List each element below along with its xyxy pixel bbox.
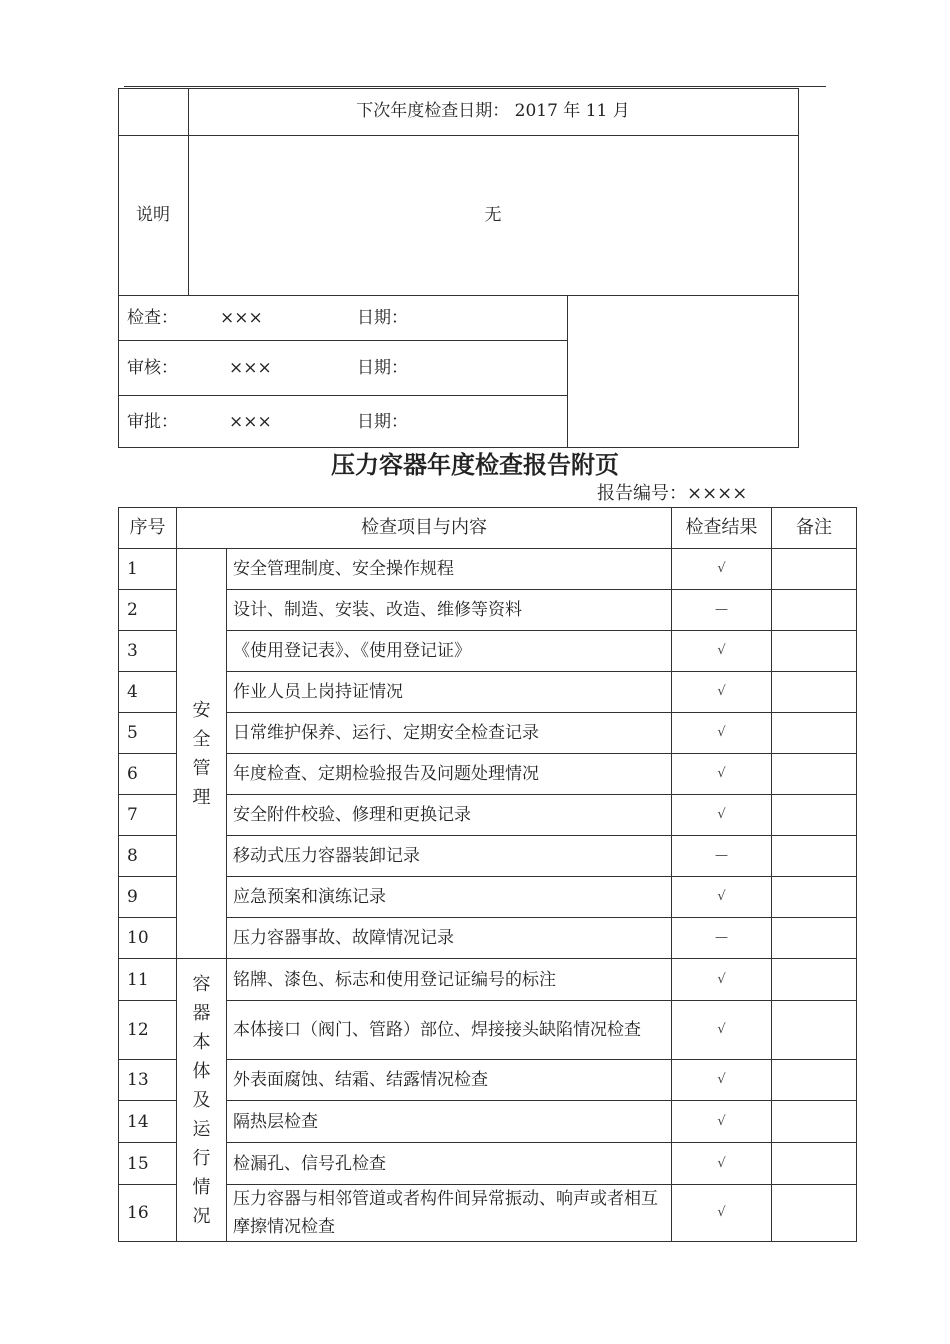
- row-item: 移动式压力容器装卸记录: [227, 836, 672, 877]
- row-item: 安全附件校验、修理和更换记录: [227, 795, 672, 836]
- signoff-name-review: ×××: [229, 358, 272, 378]
- table-header-row: [119, 508, 857, 549]
- row-remark: [772, 1185, 857, 1242]
- row-remark: [772, 631, 857, 672]
- table-row: [119, 918, 857, 959]
- row-no: 10: [119, 918, 177, 959]
- table-row: [119, 1143, 857, 1185]
- remarks-label: 说明: [136, 205, 170, 225]
- row-result: —: [672, 836, 772, 877]
- form-line: [118, 340, 568, 341]
- row-remark: [772, 1143, 857, 1185]
- row-result: √: [672, 754, 772, 795]
- form-line: [118, 395, 568, 396]
- table-row: [119, 1101, 857, 1143]
- inspection-table: [118, 507, 857, 1242]
- row-no: 14: [119, 1101, 177, 1143]
- row-result: √: [672, 795, 772, 836]
- next-check-value: 2017 年 11 月: [514, 101, 630, 121]
- table-row: [119, 672, 857, 713]
- row-result: √: [672, 549, 772, 590]
- row-item: 压力容器事故、故障情况记录: [227, 918, 672, 959]
- row-no: 15: [119, 1143, 177, 1185]
- row-remark: [772, 1101, 857, 1143]
- row-remark: [772, 1001, 857, 1060]
- row-item: 年度检查、定期检验报告及问题处理情况: [227, 754, 672, 795]
- category-label: 容器本体及运行情况: [192, 973, 211, 1227]
- appendix-title: 压力容器年度检查报告附页: [331, 451, 619, 479]
- row-result: √: [672, 1001, 772, 1060]
- header-remark: 备注: [772, 508, 857, 549]
- row-item: 《使用登记表》、《使用登记证》: [227, 631, 672, 672]
- row-remark: [772, 836, 857, 877]
- row-no: 11: [119, 959, 177, 1001]
- row-no: 7: [119, 795, 177, 836]
- signoff-role-check: 检查：: [127, 308, 178, 328]
- row-no: 5: [119, 713, 177, 754]
- row-remark: [772, 795, 857, 836]
- row-item: 压力容器与相邻管道或者构件间异常振动、响声或者相互摩擦情况检查: [227, 1185, 672, 1242]
- table-row: [119, 836, 857, 877]
- row-no: 13: [119, 1060, 177, 1101]
- row-remark: [772, 959, 857, 1001]
- row-result: √: [672, 1101, 772, 1143]
- row-item: 外表面腐蚀、结霜、结露情况检查: [227, 1060, 672, 1101]
- report-number: 报告编号：××××: [597, 483, 748, 504]
- table-row: [119, 631, 857, 672]
- row-item: 本体接口（阀门、管路）部位、焊接接头缺陷情况检查: [227, 1001, 672, 1060]
- row-item: 应急预案和演练记录: [227, 877, 672, 918]
- form-border-left: [118, 88, 119, 448]
- remarks-value: 无: [484, 205, 502, 225]
- row-result: √: [672, 1060, 772, 1101]
- row-remark: [772, 1060, 857, 1101]
- row-remark: [772, 918, 857, 959]
- row-remark: [772, 549, 857, 590]
- signoff-name-approve: ×××: [229, 412, 272, 432]
- table-row: [119, 1185, 857, 1242]
- top-rule: [124, 86, 826, 87]
- row-no: 8: [119, 836, 177, 877]
- row-no: 9: [119, 877, 177, 918]
- row-result: —: [672, 918, 772, 959]
- row-result: √: [672, 877, 772, 918]
- row-result: √: [672, 959, 772, 1001]
- signoff-date-check: 日期：: [357, 308, 408, 328]
- row-item: 隔热层检查: [227, 1101, 672, 1143]
- category-vessel-operation: [177, 959, 227, 1242]
- table-row: [119, 549, 857, 590]
- row-result: √: [672, 713, 772, 754]
- row-item: 检漏孔、信号孔检查: [227, 1143, 672, 1185]
- row-remark: [772, 754, 857, 795]
- row-no: 1: [119, 549, 177, 590]
- table-row: [119, 1060, 857, 1101]
- row-no: 12: [119, 1001, 177, 1060]
- table-row: [119, 754, 857, 795]
- signoff-role-approve: 审批：: [127, 412, 178, 432]
- category-label: 安全管理: [192, 699, 211, 808]
- table-row: [119, 795, 857, 836]
- next-check-label: 下次年度检查日期：: [356, 101, 510, 121]
- table-row: [119, 959, 857, 1001]
- table-row: [119, 713, 857, 754]
- row-remark: [772, 590, 857, 631]
- row-item: 作业人员上岗持证情况: [227, 672, 672, 713]
- signoff-date-review: 日期：: [357, 358, 408, 378]
- signoff-date-approve: 日期：: [357, 412, 408, 432]
- row-result: √: [672, 1185, 772, 1242]
- header-result: 检查结果: [672, 508, 772, 549]
- header-no: 序号: [119, 508, 177, 549]
- form-border-right: [798, 88, 799, 448]
- form-line: [118, 295, 798, 296]
- row-no: 3: [119, 631, 177, 672]
- next-check-date: [188, 101, 798, 121]
- signoff-name-check: ×××: [220, 308, 263, 328]
- row-no: 6: [119, 754, 177, 795]
- row-result: —: [672, 590, 772, 631]
- row-item: 铭牌、漆色、标志和使用登记证编号的标注: [227, 959, 672, 1001]
- table-row: [119, 1001, 857, 1060]
- form-line: [118, 135, 798, 136]
- row-item: 安全管理制度、安全操作规程: [227, 549, 672, 590]
- form-border-bottom: [118, 447, 798, 448]
- header-item: 检查项目与内容: [177, 508, 672, 549]
- form-border-top: [118, 88, 798, 89]
- form-divider: [567, 295, 568, 448]
- row-item: 设计、制造、安装、改造、维修等资料: [227, 590, 672, 631]
- row-remark: [772, 672, 857, 713]
- table-row: [119, 590, 857, 631]
- row-result: √: [672, 631, 772, 672]
- row-item: 日常维护保养、运行、定期安全检查记录: [227, 713, 672, 754]
- signoff-role-review: 审核：: [127, 358, 178, 378]
- row-result: √: [672, 672, 772, 713]
- row-result: √: [672, 1143, 772, 1185]
- row-remark: [772, 713, 857, 754]
- table-row: [119, 877, 857, 918]
- category-safety-management: [177, 549, 227, 959]
- row-no: 16: [119, 1185, 177, 1242]
- row-remark: [772, 877, 857, 918]
- row-no: 2: [119, 590, 177, 631]
- row-no: 4: [119, 672, 177, 713]
